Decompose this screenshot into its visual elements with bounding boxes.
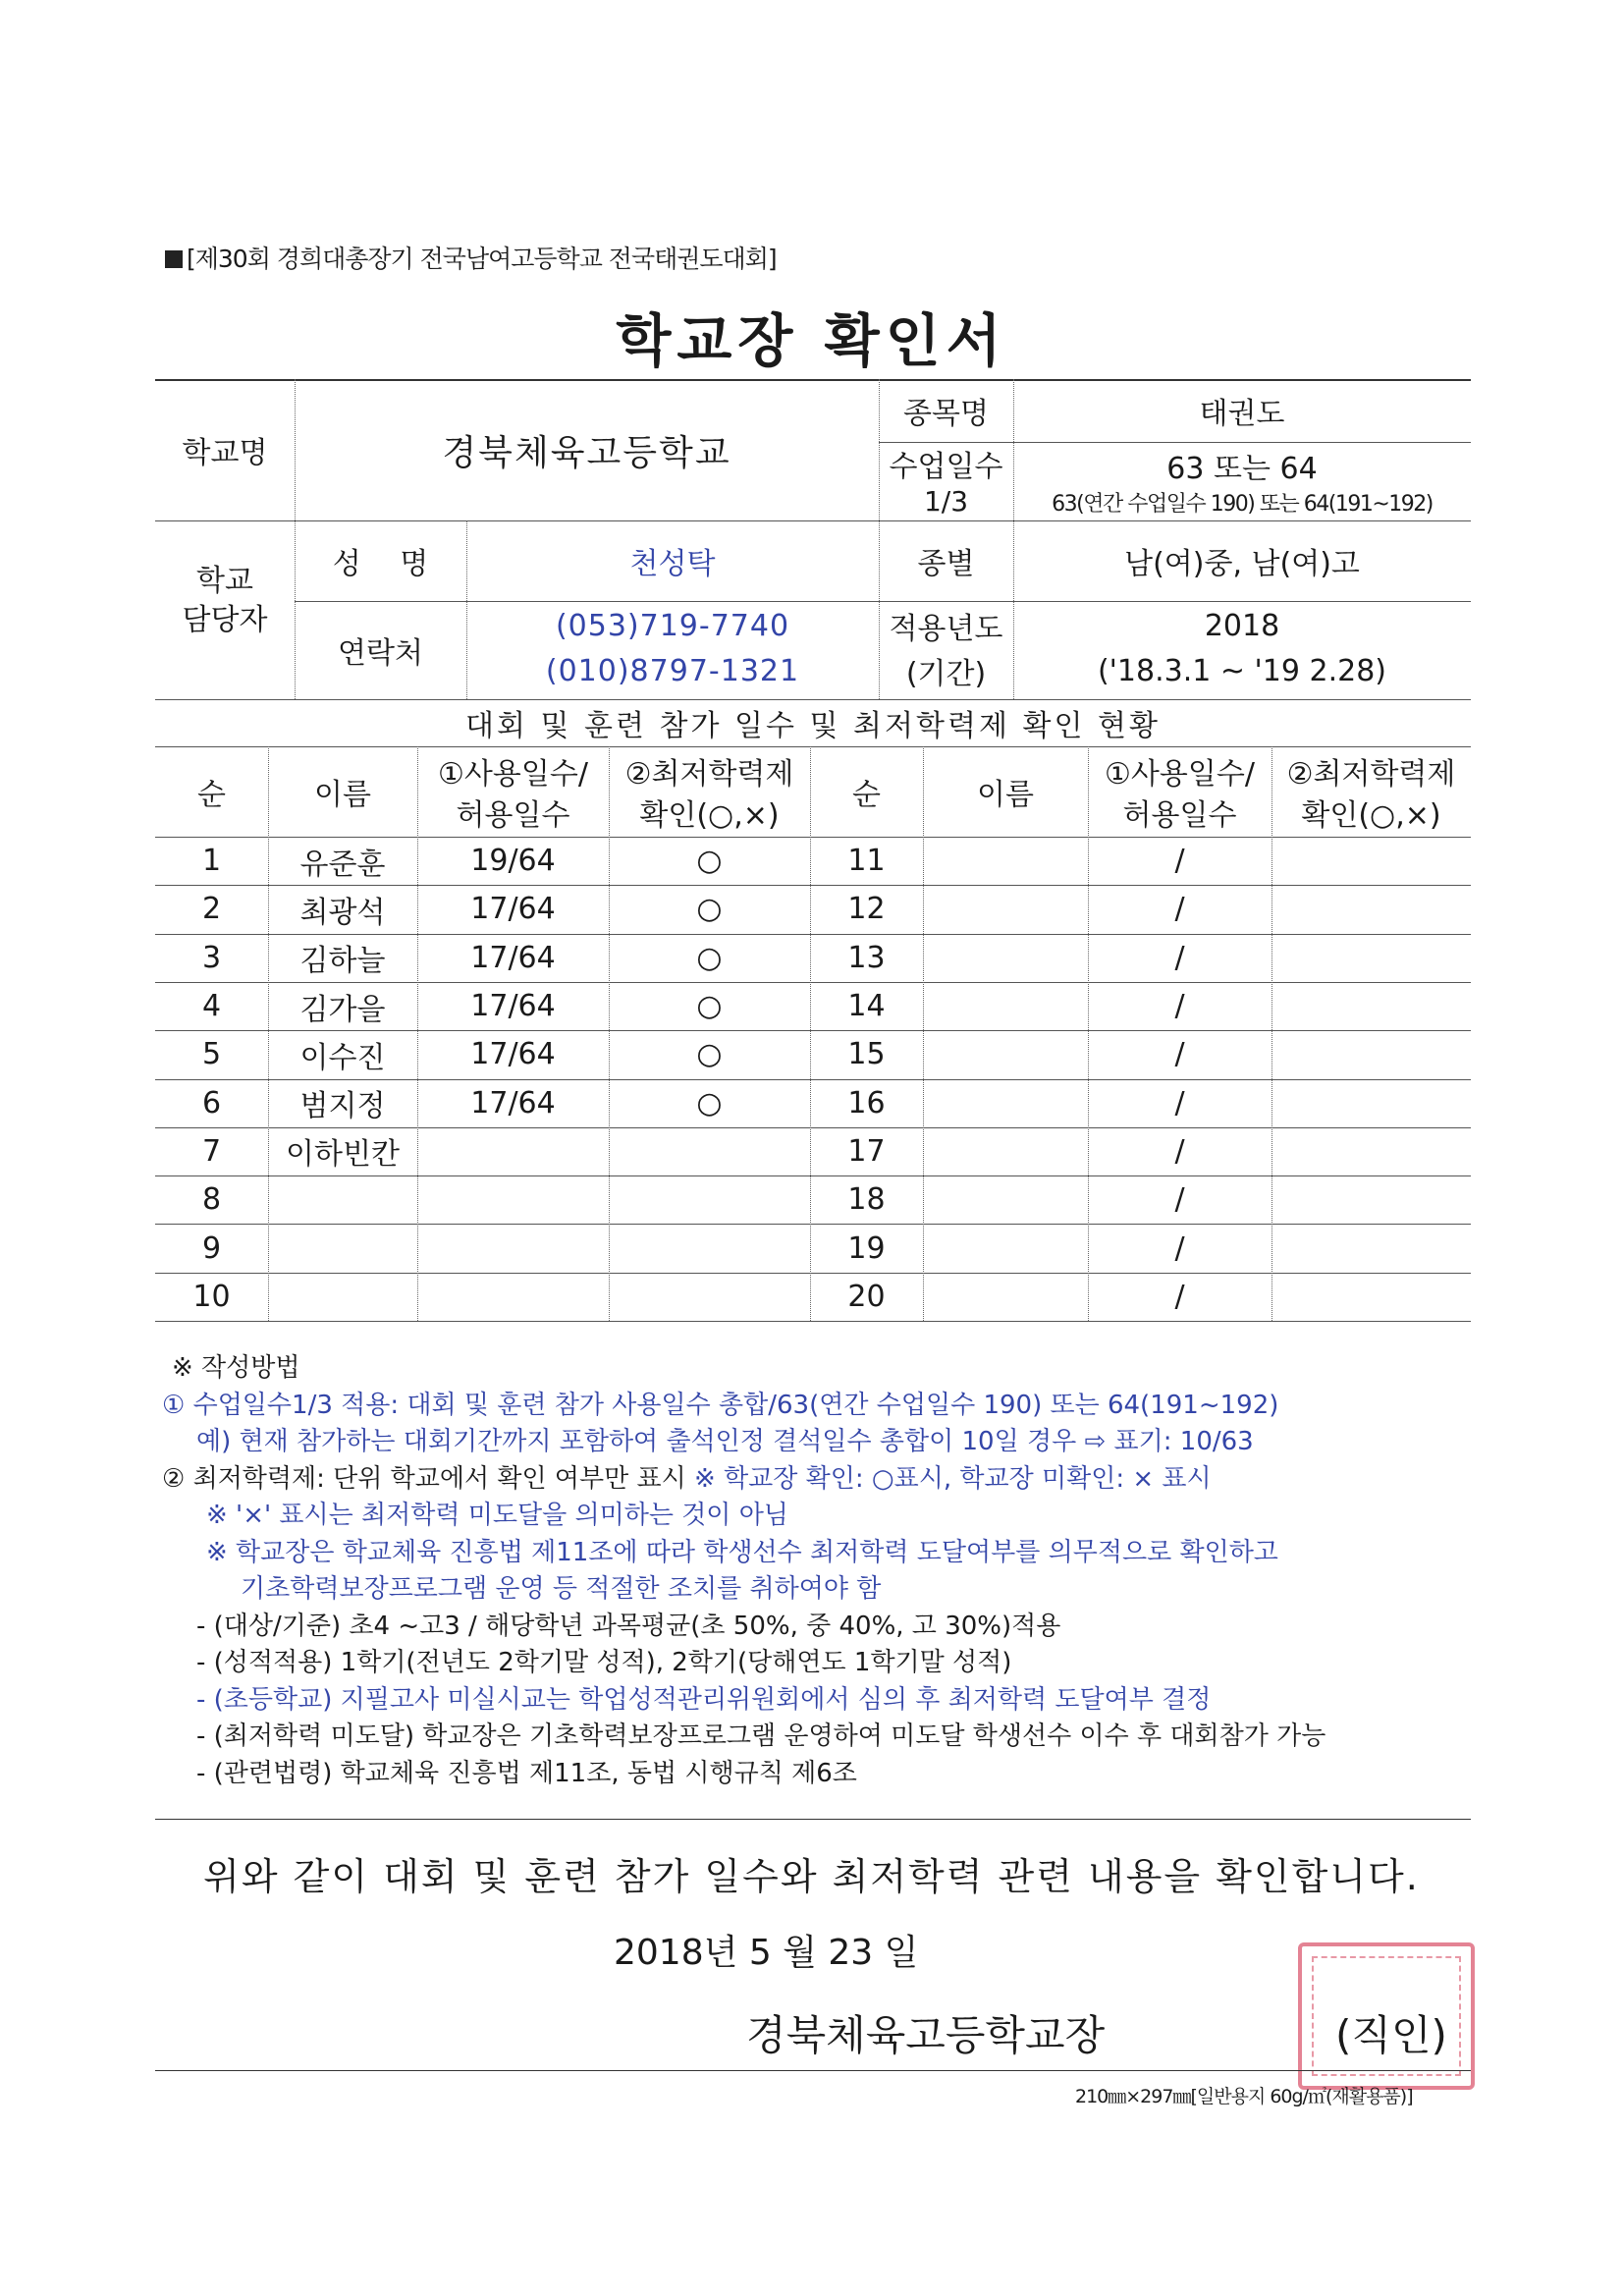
row-number: 7 [201,1133,222,1169]
principal-title: 경북체육고등학교장 [746,2011,1106,2059]
manager-label: 담당자 [182,603,268,637]
student-name: 김가을 [299,992,386,1027]
used-days: 17/64 [470,1037,556,1072]
used-days: 17/64 [470,940,556,975]
contact-label: 연락처 [338,636,423,671]
event-heading-text: [제30회 경희대총장기 전국남여고등학교 전국태권도대회] [187,245,777,273]
confirmation-date: 2018년 5 월 23 일 [614,1933,919,1973]
header-used-days: ①사용일수/ [1105,757,1255,792]
note-2-duty: ※ 학교장은 학교체육 진흥법 제11조에 따라 학생선수 최저학력 도달여부를 의무적으로 확인하고 [206,1537,1278,1567]
used-days: 17/64 [470,989,556,1024]
row-number: 12 [847,892,886,927]
note-2-marking: ※ 학교장 확인: ○표시, 학교장 미확인: × 표시 [694,1463,1212,1494]
event-heading [165,240,777,275]
row-number: 10 [192,1279,231,1314]
row-number: 1 [201,844,222,879]
bullet-unmet: - (최저학력 미도달) 학교장은 기초학력보장프로그램 운영하여 미도달 학생선수 이수 후 대회참가 가능 [196,1722,1326,1751]
row-number: 9 [201,1230,222,1266]
used-days: / [1174,1279,1185,1314]
header-name: 이름 [977,778,1034,812]
note-2-text: ② 최저학력제: 단위 학교에서 확인 여부만 표시 [162,1463,686,1494]
gender-value: 남(여)중, 남(여)고 [1124,547,1360,581]
year-period: ('18.3.1 ~ '19 2.28) [1097,653,1387,688]
header-used-days: 허용일수 [1122,798,1237,833]
used-days [417,1127,609,1175]
row-number: 8 [201,1182,222,1218]
contact-phone-mobile: (010)8797-1321 [545,653,800,688]
student-name [268,1175,417,1224]
row-number: 19 [847,1230,886,1266]
row-number: 20 [847,1279,886,1314]
paper-spec: 210㎜×297㎜[일반용지 60g/㎡(재활용품)] [1075,2086,1413,2107]
used-days: 17/64 [470,1085,556,1121]
student-name [923,1079,1088,1127]
year-value: 2018 [1204,608,1280,643]
contact-phone-office: (053)719-7740 [555,608,790,643]
notes-heading: ※ 작성방법 [172,1353,300,1383]
row-number: 5 [201,1037,222,1072]
student-name [923,934,1088,982]
student-name [923,1127,1088,1175]
used-days: / [1174,1085,1185,1121]
academic-check: ○ [696,844,723,879]
used-days: / [1174,1133,1185,1169]
header-min-academic: ②최저학력제 [624,757,794,792]
note-2 [162,1461,1478,1499]
used-days [417,1273,609,1321]
gender-label: 종별 [917,547,975,581]
note-2-caution: ※ '×' 표시는 최저학력 미도달을 의미하는 것이 아님 [206,1501,788,1530]
row-number: 13 [847,940,886,975]
school-name: 경북체육고등학교 [442,432,731,473]
manager-name: 천성탁 [629,547,716,581]
name-label: 성 명 [332,547,429,581]
used-days: / [1174,1230,1185,1266]
used-days: / [1174,892,1185,927]
sport-label: 종목명 [903,397,989,431]
student-name [268,1273,417,1321]
instructions [162,1350,1478,1792]
used-days: / [1174,989,1185,1024]
used-days [417,1175,609,1224]
student-name: 범지정 [299,1089,386,1124]
header-used-days: ①사용일수/ [438,757,588,792]
row-number: 2 [201,892,222,927]
header-name: 이름 [314,778,371,812]
row-number: 17 [847,1133,886,1169]
academic-check [609,1127,810,1175]
student-name [268,1224,417,1272]
academic-check [609,1175,810,1224]
used-days: 19/64 [470,844,556,879]
note-1: ① 수업일수1/3 적용: 대회 및 훈련 참가 사용일수 총합/63(연간 수업일수 190) 또는 64(191~192) [162,1390,1279,1420]
academic-check [609,1273,810,1321]
academic-check [1271,1127,1471,1175]
academic-check [1271,1030,1471,1078]
year-label: 적용년도 [889,612,1003,646]
header-used-days: 허용일수 [456,798,570,833]
student-name [923,1224,1088,1272]
student-name [923,982,1088,1030]
sport-value: 태권도 [1199,397,1285,431]
academic-check: ○ [696,989,723,1024]
confirmation-statement: 위와 같이 대회 및 훈련 참가 일수와 최저학력 관련 내용을 확인합니다. [203,1855,1420,1898]
row-number: 6 [201,1085,222,1121]
class-days-fraction: 1/3 [923,484,969,518]
manager-label: 학교 [196,564,253,598]
student-name [923,1273,1088,1321]
academic-check [1271,1079,1471,1127]
academic-check [1271,837,1471,885]
info-divider [295,601,1471,602]
header-min-academic: 확인(○,×) [639,798,780,833]
academic-check [1271,885,1471,933]
used-days: / [1174,940,1185,975]
bullet-target: - (대상/기준) 초4 ~고3 / 해당학년 과목평균(초 50%, 중 40%, 고 30%)적용 [196,1611,1061,1641]
student-name [923,1175,1088,1224]
academic-check [1271,982,1471,1030]
row-number: 14 [847,989,886,1024]
academic-check: ○ [696,1037,723,1072]
year-label-period: (기간) [905,657,987,691]
student-name: 최광석 [299,895,386,930]
note-1-example: 예) 현재 참가하는 대회기간까지 포함하여 출석인정 결석일수 총합이 10일 경우 ⇨ 표기: 10/63 [196,1427,1254,1456]
student-name [923,885,1088,933]
bullet-grade: - (성적적용) 1학기(전년도 2학기말 성적), 2학기(당해연도 1학기말 성적) [196,1648,1012,1677]
bullet-law: - (관련법령) 학교체육 진흥법 제11조, 동법 시행규칙 제6조 [196,1758,857,1788]
academic-check [609,1224,810,1272]
academic-check [1271,1175,1471,1224]
student-name: 김하늘 [299,944,386,979]
student-name: 이수진 [299,1040,386,1075]
used-days: / [1174,1037,1185,1072]
academic-check: ○ [696,892,723,927]
used-days: / [1174,1182,1185,1218]
class-days-value: 63 또는 64 [1166,452,1318,486]
header-min-academic: ②최저학력제 [1286,757,1456,792]
table-row-rule [155,1321,1471,1322]
square-bullet-icon [165,250,183,268]
row-number: 4 [201,989,222,1024]
row-number: 11 [847,844,886,879]
school-label: 학교명 [182,436,268,470]
academic-check: ○ [696,940,723,975]
bullet-elementary: - (초등학교) 지필고사 미실시교는 학업성적관리위원회에서 심의 후 최저학력 도달여부 결정 [196,1684,1212,1715]
row-number: 3 [201,940,222,975]
class-days-label: 수업일수 [889,450,1003,484]
academic-check [1271,1224,1471,1272]
class-days-detail: 63(연간 수업일수 190) 또는 64(191~192) [1052,491,1433,517]
seal-label: (직인) [1335,2011,1447,2059]
academic-check [1271,934,1471,982]
used-days: / [1174,844,1185,879]
note-2-duty-cont: 기초학력보장프로그램 운영 등 적절한 조치를 취하여야 함 [241,1574,882,1604]
academic-check [1271,1273,1471,1321]
used-days: 17/64 [470,892,556,927]
bottom-rule [155,1819,1471,1820]
header-min-academic: 확인(○,×) [1301,798,1441,833]
table-subtitle: 대회 및 훈련 참가 일수 및 최저학력제 확인 현황 [465,709,1161,743]
academic-check: ○ [696,1085,723,1121]
row-number: 16 [847,1085,886,1121]
student-name [923,1030,1088,1078]
used-days [417,1224,609,1272]
row-number: 15 [847,1037,886,1072]
footer-rule [155,2070,1471,2071]
student-name: 유준훈 [299,847,386,882]
header-no: 순 [197,778,226,812]
student-name: 이하빈칸 [286,1137,400,1173]
row-number: 18 [847,1182,886,1218]
document-title: 학교장 확인서 [616,307,1007,374]
header-no: 순 [852,778,881,812]
student-name [923,837,1088,885]
